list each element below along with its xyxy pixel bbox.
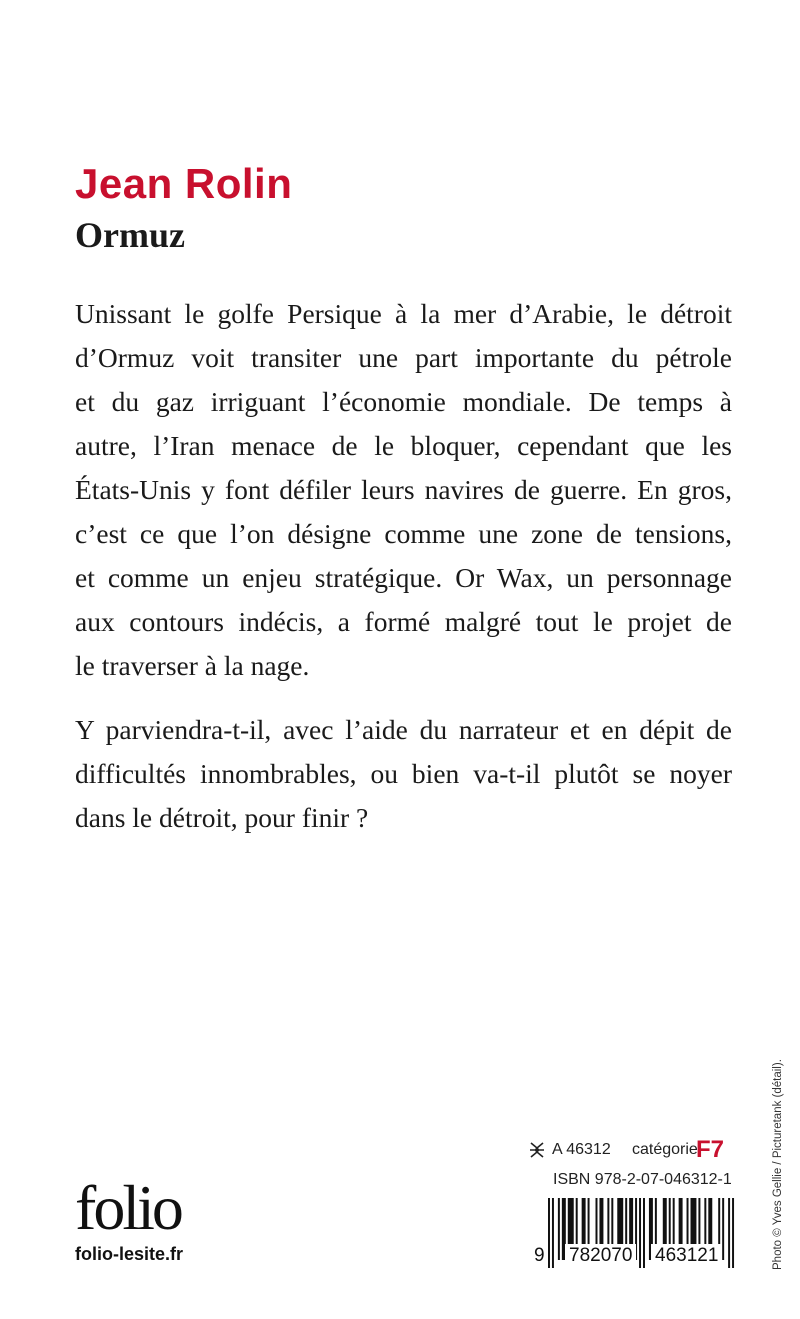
publisher-website: folio-lesite.fr (75, 1244, 184, 1264)
barcode-bar (639, 1198, 641, 1268)
blurb-line: Y parviendra-t-il, avec l’aide du narrateur et en dépit de (75, 714, 732, 745)
blurb-line: d’Ormuz voit transiter une part importante du pétrole (75, 342, 732, 373)
barcode-digits-left: 782070 (565, 1244, 636, 1268)
photo-credit: Photo © Yves Gellie / Picturetank (détail). (772, 1059, 784, 1270)
barcode-digit-lead: 9 (534, 1245, 545, 1266)
blurb-line: c’est ce que l’on désigne comme une zone de tensions, (75, 518, 732, 549)
reference-number: A 46312 (552, 1141, 611, 1158)
blurb-paragraph-2 (75, 708, 732, 840)
category-code: F7 (696, 1136, 725, 1163)
barcode-bar (552, 1198, 554, 1268)
blurb-line: Unissant le golfe Persique à la mer d’Arabie, le détroit (75, 298, 732, 329)
barcode-bar (722, 1198, 724, 1260)
barcode-bar (558, 1198, 560, 1260)
blurb-line: et du gaz irriguant l’économie mondiale. De temps à (75, 386, 732, 417)
book-title: Ormuz (75, 215, 185, 255)
isbn-text: ISBN 978-2-07-046312-1 (553, 1171, 732, 1188)
barcode-bar (548, 1198, 550, 1268)
blurb-line: le traverser à la nage. (75, 650, 310, 681)
blurb-line: difficultés innombrables, ou bien va-t-il plutôt se noyer (75, 758, 732, 789)
barcode-digits-right: 463121 (651, 1244, 722, 1268)
blurb-line: États-Unis y font défiler leurs navires de guerre. En gros, (75, 474, 732, 505)
gallimard-logo-icon (528, 1141, 546, 1159)
blurb-line: autre, l’Iran menace de le bloquer, cependant que les (75, 430, 732, 461)
publisher-logo: folio (75, 1172, 181, 1243)
blurb-line: et comme un enjeu stratégique. Or Wax, un personnage (75, 562, 732, 593)
barcode-bar (728, 1198, 730, 1268)
author-name: Jean Rolin (75, 160, 293, 207)
barcode-bar (732, 1198, 734, 1268)
barcode-bar (643, 1198, 645, 1268)
blurb-line: dans le détroit, pour finir ? (75, 802, 369, 833)
category-label: catégorie (632, 1141, 698, 1158)
blurb-paragraph-1 (75, 292, 732, 688)
catalog-row (528, 1136, 738, 1163)
blurb-line: aux contours indécis, a formé malgré tout le projet de (75, 606, 732, 637)
